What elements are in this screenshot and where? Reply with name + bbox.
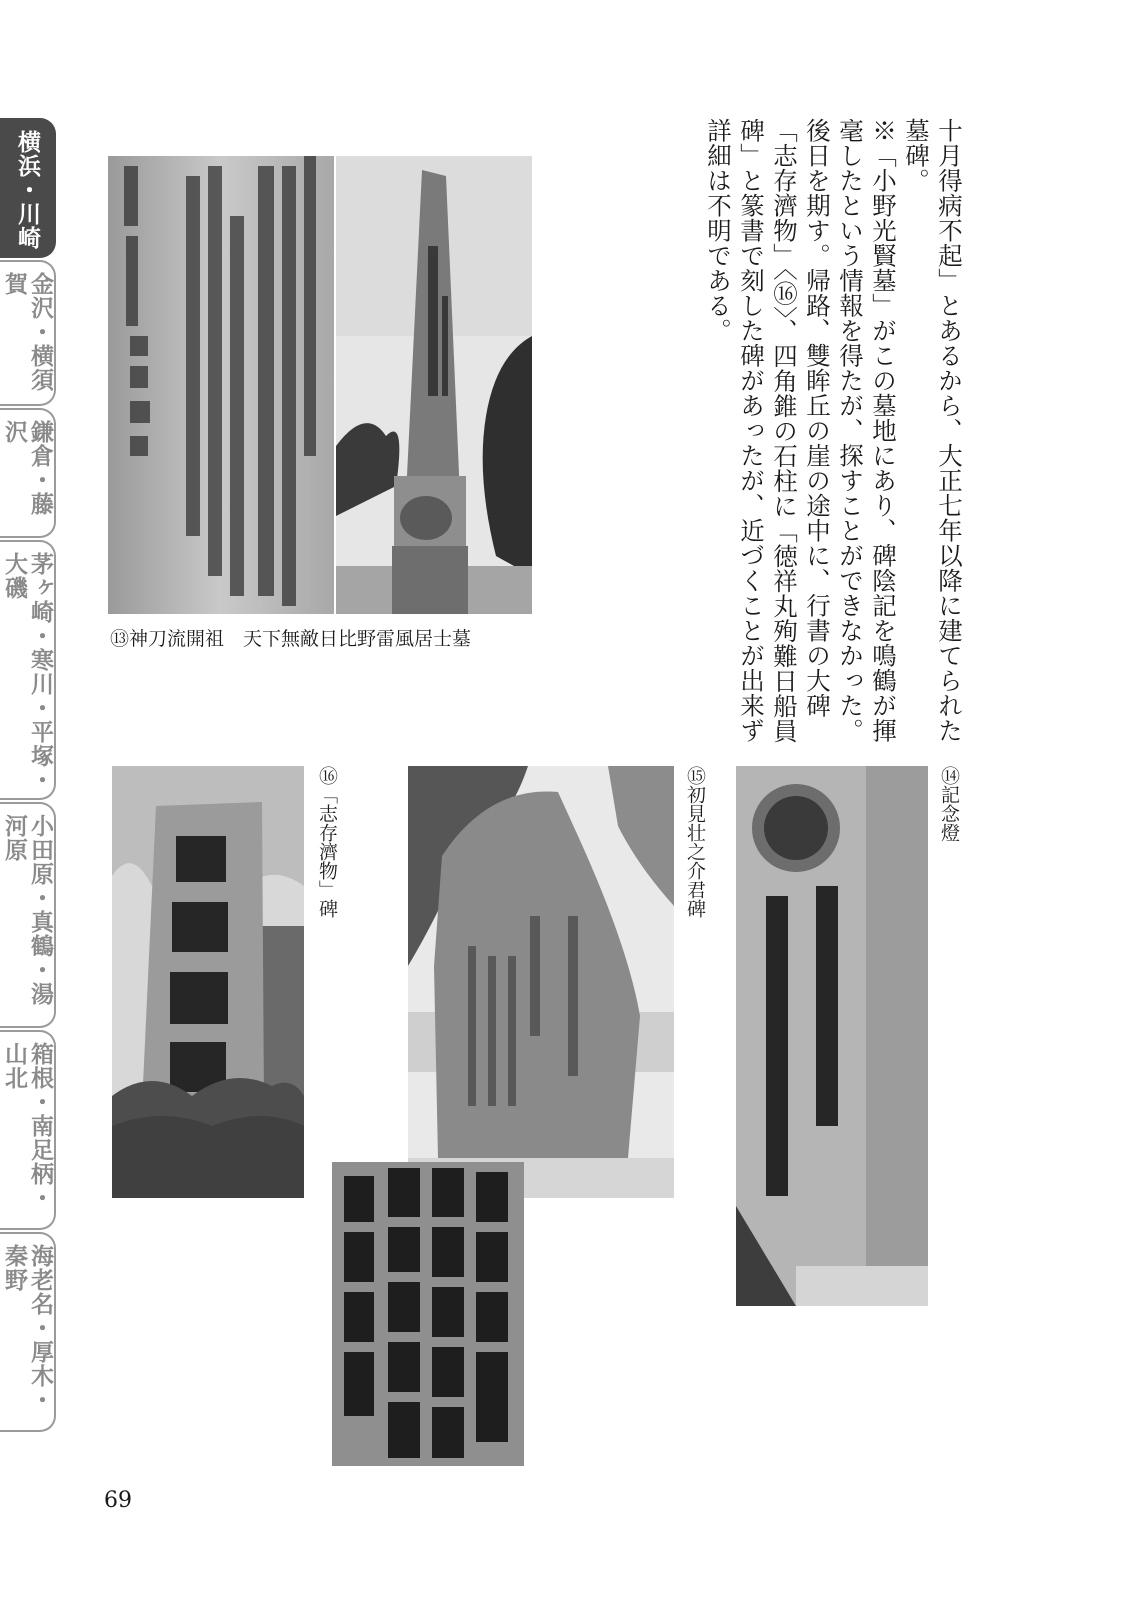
tab-chigasaki-oiso[interactable] — [0, 540, 56, 800]
shizon-saibutsu-stele-image — [112, 766, 304, 1198]
caption-16: ⑯「志存濟物」碑 — [316, 766, 338, 918]
tab-label: 横浜・川崎 — [14, 130, 40, 250]
page-number: 69 — [104, 1488, 132, 1513]
tab-label: 金沢・横須賀 — [1, 272, 53, 392]
tab-yokohama-kawasaki[interactable] — [0, 118, 56, 258]
memorial-lantern-image — [736, 766, 928, 1306]
photo-15-stone — [408, 766, 674, 1198]
hatsumi-memorial-stone-image — [408, 766, 674, 1198]
tab-label: 海老名・厚木・秦野 — [1, 1244, 53, 1412]
caption-15: ⑮初見壮之介君碑 — [684, 766, 706, 918]
tab-label: 鎌倉・藤沢 — [1, 420, 53, 516]
tab-kamakura-fujisawa[interactable] — [0, 408, 56, 538]
tab-label: 茅ヶ崎・寒川・平塚・大磯 — [1, 552, 53, 792]
photo-13-monument — [336, 156, 532, 614]
photo-13-inscription — [108, 156, 334, 614]
caption-14: ⑭記念燈 — [938, 766, 960, 842]
tab-odawara-yugawara[interactable] — [0, 802, 56, 1028]
paragraph-2-note: ※「小野光賢墓」がこの墓地にあり、碑陰記を鳴鶴が揮毫したという情報を得たが、探すことができなかった。後日を期す。帰路、雙眸丘の崖の途中に、行書の大碑「志存濟物」〈⑯〉、四角錐の石柱に「徳祥丸殉難日船員碑」と篆書で刻した碑があったが、近づくことが出来ず詳細は不明である。 — [704, 118, 898, 744]
tab-hakone-yamakita[interactable] — [0, 1030, 56, 1230]
tab-ebina-hadano[interactable] — [0, 1232, 56, 1432]
photo-16-stele — [112, 766, 304, 1198]
tall-stone-monument-image — [336, 156, 532, 614]
tab-label: 箱根・南足柄・山北 — [1, 1042, 53, 1210]
photo-14-lantern — [736, 766, 928, 1306]
paragraph-1: 十月得病不起」とあるから、大正七年以降に建てられた墓碑。 — [902, 118, 964, 743]
caption-13: ⑬神刀流開祖 天下無敵日比野雷風居士墓 — [110, 628, 472, 650]
tab-label: 小田原・真鶴・湯河原 — [1, 814, 53, 1006]
body-text — [596, 118, 966, 748]
tab-kanazawa-yokosuka[interactable] — [0, 260, 56, 406]
photo-15-inscription — [332, 1162, 524, 1466]
stone-inscription-image — [108, 156, 334, 614]
inscription-closeup-image — [332, 1162, 524, 1466]
